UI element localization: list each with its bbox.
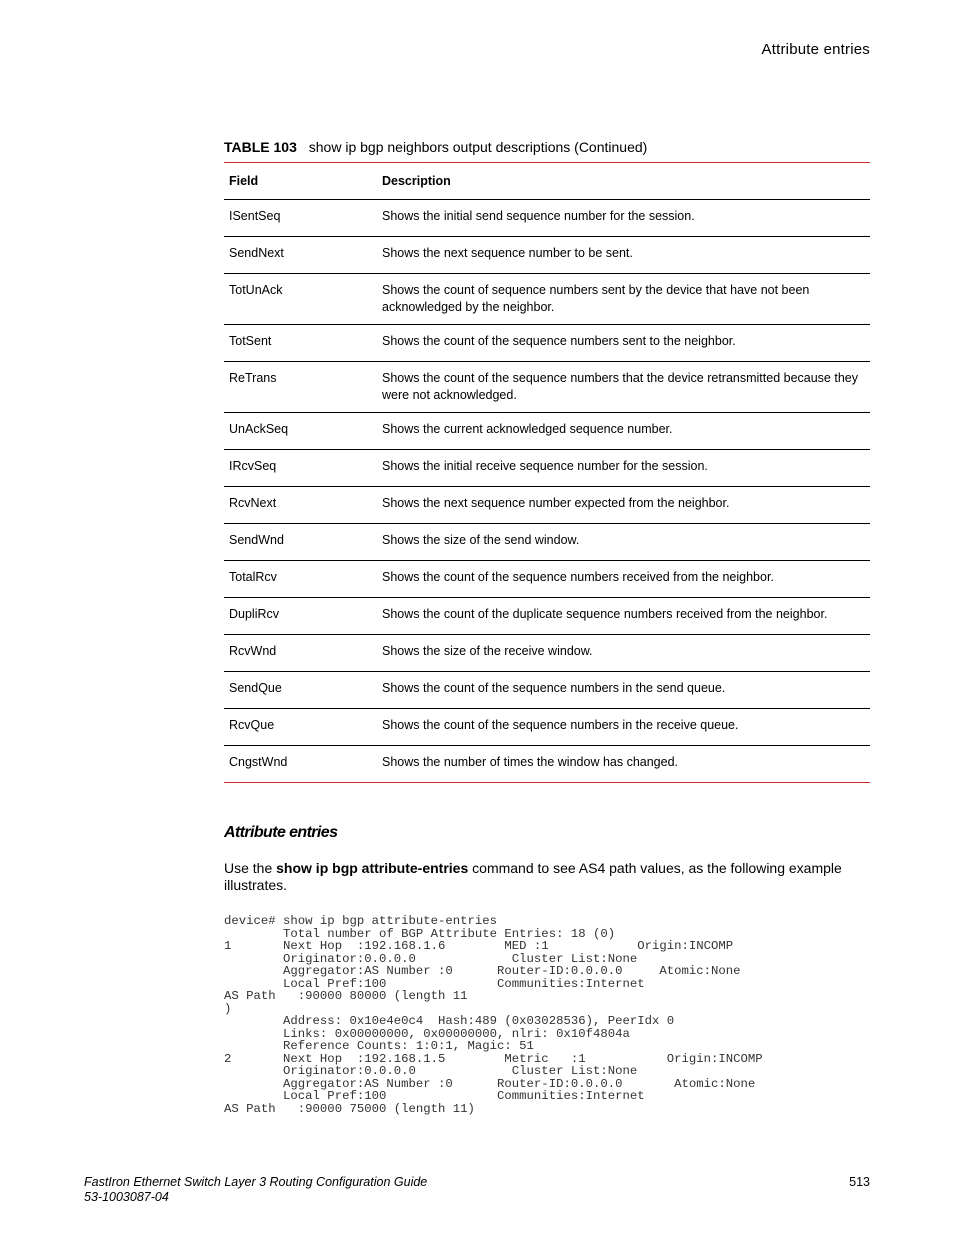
column-header-field: Field — [224, 163, 377, 200]
table-row — [224, 325, 870, 362]
cli-example-output: device# show ip bgp attribute-entries Total number of BGP Attribute Entries: 18 (0) 1 Next Hop :192.168.1.6 MED :1 Origin:INCOMP Originator:0.0.0.0 Cluster List:None Aggregator:AS Number :0 Router-ID:0.0.0.0 Atomic:None Local Pref:100 Communities:Internet AS Path :90000 80000 (length 11 ) Address: 0x10e4e0c4 Hash:489 (0x03028536), PeerIdx 0 Links: 0x00000000, 0x00000000, nlri: 0x10f4804a Reference Counts: 1:0:1, Magic: 51 2 Next Hop :192.168.1.5 Metric :1 Origin:INCOMP Originator:0.0.0.0 Cluster List:None Aggregator:AS Number :0 Router-ID:0.0.0.0 Atomic:None Local Pref:100 Communities:Internet AS Path :90000 75000 (length 11) — [224, 914, 763, 1116]
page-number: 513 — [849, 1175, 870, 1189]
footer-doc-number: 53-1003087-04 — [84, 1190, 169, 1204]
table-row — [224, 672, 870, 709]
table-body — [224, 200, 870, 783]
field-name-cell: DupliRcv — [224, 598, 377, 635]
field-description-cell: Shows the initial send sequence number for the session. — [377, 200, 870, 237]
field-name-cell: RcvNext — [224, 487, 377, 524]
field-description-cell: Shows the count of the sequence numbers received from the neighbor. — [377, 561, 870, 598]
field-name-cell: IRcvSeq — [224, 450, 377, 487]
footer-guide-title: FastIron Ethernet Switch Layer 3 Routing Configuration Guide — [84, 1175, 428, 1189]
table-row — [224, 200, 870, 237]
running-header: Attribute entries — [761, 41, 870, 58]
field-description-cell: Shows the count of the sequence numbers sent to the neighbor. — [377, 325, 870, 362]
intro-text-before: Use the — [224, 860, 277, 876]
intro-paragraph — [224, 860, 870, 894]
field-name-cell: CngstWnd — [224, 746, 377, 783]
field-name-cell: TotalRcv — [224, 561, 377, 598]
table-row — [224, 274, 870, 325]
table-caption — [224, 139, 647, 155]
footer-left — [84, 1175, 427, 1205]
field-name-cell: TotUnAck — [224, 274, 377, 325]
table-row — [224, 413, 870, 450]
table-header-row — [224, 163, 870, 200]
table-number: TABLE 103 — [224, 139, 297, 155]
field-name-cell: RcvQue — [224, 709, 377, 746]
table-row — [224, 487, 870, 524]
field-description-cell: Shows the count of the sequence numbers in the send queue. — [377, 672, 870, 709]
field-description-cell: Shows the current acknowledged sequence number. — [377, 413, 870, 450]
table-row — [224, 598, 870, 635]
field-description-cell: Shows the count of the sequence numbers that the device retransmitted because they were not acknowledged. — [377, 362, 870, 413]
intro-text-after: command to see AS4 path values, as the following example illustrates. — [224, 860, 842, 893]
field-description-cell: Shows the next sequence number to be sent. — [377, 237, 870, 274]
table-row — [224, 362, 870, 413]
field-name-cell: SendWnd — [224, 524, 377, 561]
table-row — [224, 450, 870, 487]
field-name-cell: TotSent — [224, 325, 377, 362]
table-row — [224, 746, 870, 783]
column-header-description: Description — [377, 163, 870, 200]
field-description-cell: Shows the count of the duplicate sequence numbers received from the neighbor. — [377, 598, 870, 635]
field-name-cell: SendQue — [224, 672, 377, 709]
field-description-cell: Shows the number of times the window has changed. — [377, 746, 870, 783]
table-row — [224, 237, 870, 274]
field-description-cell: Shows the count of the sequence numbers in the receive queue. — [377, 709, 870, 746]
table-row — [224, 635, 870, 672]
intro-command: show ip bgp attribute-entries — [276, 860, 469, 876]
section-heading: Attribute entries — [224, 824, 338, 841]
table-row — [224, 709, 870, 746]
field-name-cell: SendNext — [224, 237, 377, 274]
table-row — [224, 524, 870, 561]
field-name-cell: ISentSeq — [224, 200, 377, 237]
field-name-cell: UnAckSeq — [224, 413, 377, 450]
table-caption-text: show ip bgp neighbors output descriptions (Continued) — [308, 139, 648, 155]
field-name-cell: RcvWnd — [224, 635, 377, 672]
field-description-cell: Shows the count of sequence numbers sent by the device that have not been acknowledged by the neighbor. — [377, 274, 870, 325]
output-descriptions-table — [224, 162, 870, 783]
field-description-cell: Shows the next sequence number expected from the neighbor. — [377, 487, 870, 524]
field-description-cell: Shows the size of the receive window. — [377, 635, 870, 672]
field-description-cell: Shows the initial receive sequence number for the session. — [377, 450, 870, 487]
table-row — [224, 561, 870, 598]
field-name-cell: ReTrans — [224, 362, 377, 413]
field-description-cell: Shows the size of the send window. — [377, 524, 870, 561]
